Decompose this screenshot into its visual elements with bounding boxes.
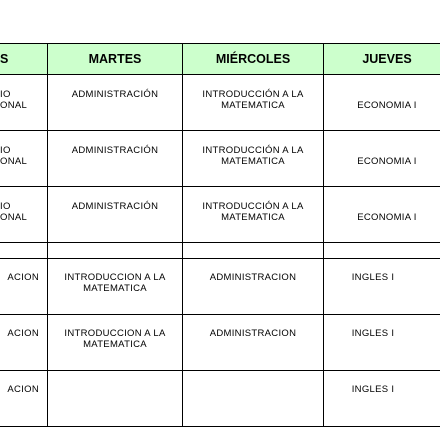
cell-lunes: ACION: [7, 272, 39, 283]
header-miercoles: MIÉRCOLES: [215, 51, 291, 66]
cell-text: INTRODUCCIÓN A LA: [202, 201, 304, 212]
table-row: [0, 89, 40, 111]
grid-line: [0, 186, 440, 187]
cell-miercoles: ADMINISTRACION: [209, 328, 297, 339]
cell-martes: ADMINISTRACIÓN: [71, 89, 159, 100]
cell-martes: ADMINISTRACIÓN: [71, 145, 159, 156]
cell-miercoles: [183, 89, 323, 111]
cell-lunes: ONAL: [0, 100, 28, 111]
cell-text: INTRODUCCIÓN A LA: [202, 145, 304, 156]
header-jueves: JUEVES: [362, 51, 412, 66]
cell-text: INTRODUCCIÓN A LA: [202, 89, 304, 100]
cell-martes: [48, 272, 182, 294]
cell-lunes: IO: [0, 89, 11, 100]
cell-martes: ADMINISTRACIÓN: [71, 201, 159, 212]
cell-jueves: ECONOMIA I: [357, 212, 417, 223]
cell-text: MATEMATICA: [83, 339, 147, 350]
cell-lunes: ACION: [7, 328, 39, 339]
cell-text: INTRODUCCION A LA: [64, 328, 166, 339]
cell-text: MATEMATICA: [221, 212, 285, 223]
grid-line: [0, 242, 440, 243]
cell-lunes: ACION: [7, 384, 39, 395]
cell-miercoles: [183, 201, 323, 223]
grid-line: [0, 258, 440, 259]
cell-jueves: INGLES I: [351, 272, 395, 283]
header-martes: MARTES: [88, 51, 142, 66]
header-lunes-fragment: S: [0, 51, 9, 66]
cell-jueves: ECONOMIA I: [357, 100, 417, 111]
cell-text: MATEMATICA: [221, 156, 285, 167]
grid-line: [0, 370, 440, 371]
cell-jueves: INGLES I: [351, 328, 395, 339]
cell-lunes: IO: [0, 201, 11, 212]
cell-jueves: ECONOMIA I: [357, 156, 417, 167]
table-row: [0, 201, 40, 223]
cell-lunes: IO: [0, 145, 11, 156]
cell-jueves: INGLES I: [351, 384, 395, 395]
cell-martes: [48, 328, 182, 350]
cell-text: MATEMATICA: [221, 100, 285, 111]
grid-line: [0, 426, 440, 427]
grid-line: [0, 74, 440, 75]
cell-text: INTRODUCCION A LA: [64, 272, 166, 283]
cell-miercoles: [183, 145, 323, 167]
cell-lunes: ONAL: [0, 156, 28, 167]
grid-line: [0, 314, 440, 315]
grid-line: [47, 43, 48, 427]
table-row: [0, 145, 40, 167]
cell-lunes: ONAL: [0, 212, 28, 223]
cell-text: MATEMATICA: [83, 283, 147, 294]
grid-line: [0, 130, 440, 131]
cell-miercoles: ADMINISTRACION: [209, 272, 297, 283]
